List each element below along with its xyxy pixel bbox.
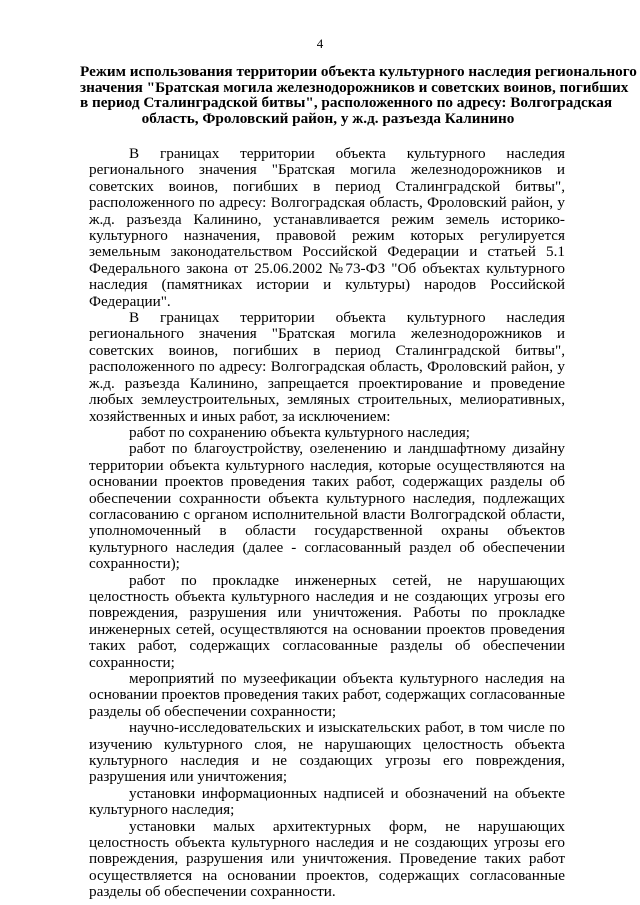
list-item-museumification: мероприятий по музеефикации объекта культурного наследия на основании проектов проведения таких работ, содержащих согласованные разделы об обеспечении сохранности;	[89, 670, 565, 720]
list-item-small-architectural-forms: установки малых архитектурных форм, не нарушающих целостность объекта культурного наследия и не создающих угрозы его повреждения, разрушения или уничтожения. Проведение таких работ осуществляется на основании проектов, содержащих согласованные разделы об обеспечении сохранности.	[89, 817, 565, 901]
paragraph-territory-regime: В границах территории объекта культурного наследия регионального значения "Братская могила железнодорожников и советских воинов, погибших в период Сталинградской битвы", расположенного по адресу: Волгоградская область, Фроловский район, у ж.д. разъезда Калинино, устанавливается режим земель историко-культурного назначения, правовой режим которых регулируется земельным законодательством Российской Федерации и статьей 5.1 Федерального закона от 25.06.2002 №73-ФЗ "Об объектах культурного наследия (памятниках истории и культуры) народов Российской Федерации".	[89, 145, 565, 310]
document-heading	[80, 63, 637, 127]
document-body	[89, 146, 565, 901]
heading-line: Режим использования территории объекта культурного наследия регионального	[80, 63, 637, 80]
paragraph-prohibitions: В границах территории объекта культурного наследия регионального значения "Братская могила железнодорожников и советских воинов, погибших в период Сталинградской битвы", расположенного по адресу: Волгоградская область, Фроловский район, у ж.д. разъезда Калинино, запрещается проектирование и проведение любых землеустроительных, земляных строительных, мелиоративных, хозяйственных и иных работ, за исключением:	[89, 309, 565, 425]
heading-line: значения "Братская могила железнодорожников и советских воинов, погибших	[80, 78, 629, 96]
list-item-research-works: научно-исследовательских и изыскательских работ, в том числе по изучению культурного слоя, не нарушающих целостность объекта культурного наследия и не создающих угрозы его повреждения, разрушения или уничтожения;	[89, 719, 565, 786]
list-item-preservation-works: работ по сохранению объекта культурного наследия;	[129, 423, 471, 441]
list-item-engineering-networks: работ по прокладке инженерных сетей, не нарушающих целостность объекта культурного наследия и не создающих угрозы его повреждения, разрушения или уничтожения. Работы по прокладке инженерных сетей, осуществляются на основании проектов проведения таких работ, содержащих согласованные разделы об обеспечении сохранности;	[89, 571, 565, 671]
list-item-information-signs: установки информационных надписей и обозначений на объекте культурного наследия;	[89, 784, 565, 819]
page-number: 4	[316, 36, 324, 51]
heading-line: в период Сталинградской битвы", расположенного по адресу: Волгоградская	[80, 94, 613, 111]
list-item-landscaping-works: работ по благоустройству, озеленению и ландшафтному дизайну территории объекта культурного наследия, которые осуществляются на основании проектов проведения таких работ, содержащих разделы об обеспечении сохранности объекта культурного наследия, подлежащих согласованию с органом исполнительной власти Волгоградской области, уполномоченный в области государственной охраны объектов культурного наследия (далее - согласованный раздел об обеспечении сохранности);	[89, 440, 565, 573]
heading-line: область, Фроловский район, у ж.д. разъезда Калинино	[141, 109, 515, 127]
